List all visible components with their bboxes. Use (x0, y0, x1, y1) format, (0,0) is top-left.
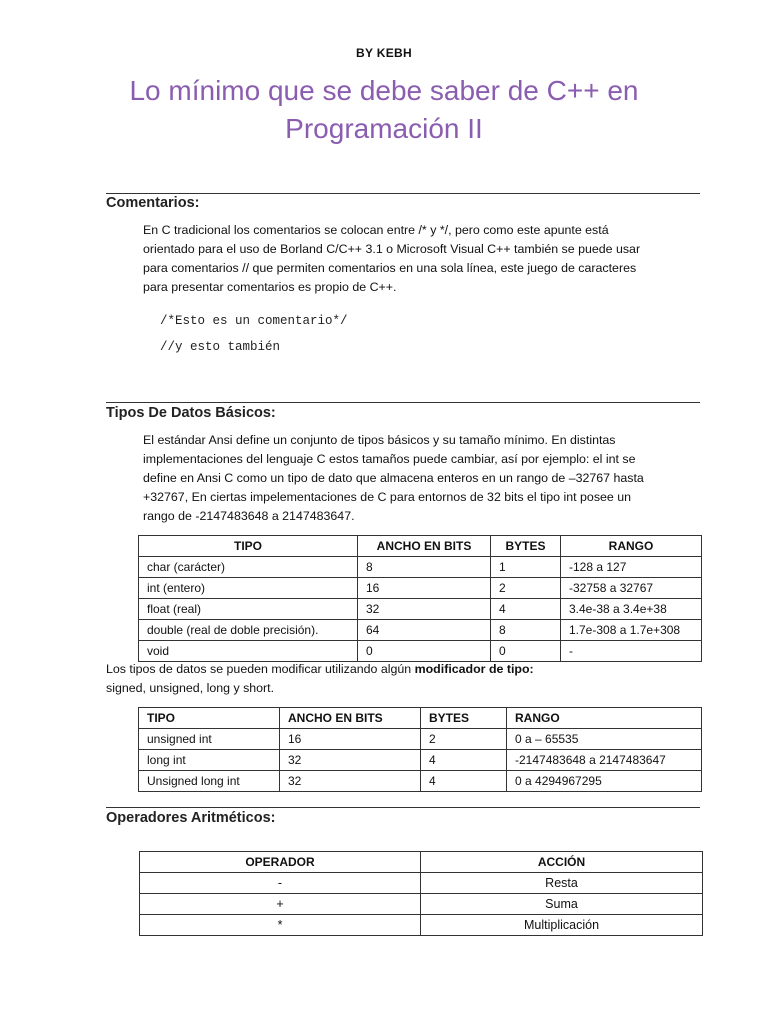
code-line: //y esto también (160, 340, 281, 354)
modifier-paragraph (106, 660, 534, 698)
paragraph-comentarios (143, 221, 683, 297)
table-cell: Multiplicación (421, 915, 703, 936)
table-cell: Suma (421, 894, 703, 915)
text-line: rango de -2147483648 a 2147483647. (143, 509, 355, 523)
table-cell: * (140, 915, 421, 936)
table-cell: 8 (491, 620, 561, 641)
table-cell: 32 (280, 771, 421, 792)
document-title (0, 72, 768, 148)
table-cell: Resta (421, 873, 703, 894)
table-row (139, 599, 702, 620)
table-cell: 1.7e-308 a 1.7e+308 (561, 620, 702, 641)
code-line: /*Esto es un comentario*/ (160, 314, 348, 328)
byline: BY KEBH (356, 46, 412, 60)
table-cell: 0 a 4294967295 (507, 771, 702, 792)
table-row (139, 578, 702, 599)
table-row (139, 729, 702, 750)
header-cell: ANCHO EN BITS (358, 536, 491, 557)
table-cell: char (carácter) (139, 557, 358, 578)
table-cell: 64 (358, 620, 491, 641)
table-cell: float (real) (139, 599, 358, 620)
table-cell: 32 (280, 750, 421, 771)
text-line: orientado para el uso de Borland C/C++ 3.1 o Microsoft Visual C++ también se puede usar (143, 242, 641, 256)
table-cell: 0 (491, 641, 561, 662)
table-cell: 32 (358, 599, 491, 620)
table-header-row (139, 708, 702, 729)
table-cell: 4 (421, 771, 507, 792)
table-row (140, 894, 703, 915)
table-cell: Unsigned long int (139, 771, 280, 792)
header-cell: TIPO (139, 536, 358, 557)
header-cell: BYTES (491, 536, 561, 557)
section-heading-tipos: Tipos De Datos Básicos: (106, 405, 276, 421)
header-cell: OPERADOR (140, 852, 421, 873)
table-cell: unsigned int (139, 729, 280, 750)
text-line (106, 660, 534, 679)
table-cell: int (entero) (139, 578, 358, 599)
table-cell: double (real de doble precisión). (139, 620, 358, 641)
modifier-text: Los tipos de datos se pueden modificar utilizando algún (106, 662, 415, 676)
table-row (140, 915, 703, 936)
table-cell: -32758 a 32767 (561, 578, 702, 599)
table-cell: long int (139, 750, 280, 771)
table-cell: 16 (280, 729, 421, 750)
table-cell: 16 (358, 578, 491, 599)
text-line: para presentar comentarios es propio de C++. (143, 280, 397, 294)
table-row (139, 557, 702, 578)
table-row (139, 641, 702, 662)
table-cell: 2 (491, 578, 561, 599)
section-rule (106, 807, 700, 808)
text-line: En C tradicional los comentarios se colocan entre /* y */, pero como este apunte está (143, 223, 609, 237)
table-cell: 4 (491, 599, 561, 620)
section-rule (106, 193, 700, 194)
table-cell: 0 a – 65535 (507, 729, 702, 750)
table-cell: 1 (491, 557, 561, 578)
table-cell: -128 a 127 (561, 557, 702, 578)
table-cell: void (139, 641, 358, 662)
table-cell: + (140, 894, 421, 915)
table-row (139, 620, 702, 641)
title-line-1: Lo mínimo que se debe saber de C++ en (129, 75, 639, 106)
basic-types-table (138, 535, 702, 662)
section-rule (106, 402, 700, 403)
text-line: implementaciones del lenguaje C estos tamaños puede cambiar, así por ejemplo: el int se (143, 452, 636, 466)
table-header-row (140, 852, 703, 873)
header-cell: TIPO (139, 708, 280, 729)
table-cell: 8 (358, 557, 491, 578)
operators-table (139, 851, 703, 936)
header-cell: RANGO (561, 536, 702, 557)
table-cell: - (140, 873, 421, 894)
table-row (140, 873, 703, 894)
table-cell: 2 (421, 729, 507, 750)
header-cell: RANGO (507, 708, 702, 729)
title-line-2: Programación II (285, 113, 483, 144)
text-line: para comentarios // que permiten comentarios en una sola línea, este juego de caracteres (143, 261, 637, 275)
table-row (139, 750, 702, 771)
paragraph-tipos (143, 431, 683, 526)
header-cell: BYTES (421, 708, 507, 729)
text-line: El estándar Ansi define un conjunto de tipos básicos y su tamaño mínimo. En distintas (143, 433, 616, 447)
text-line: +32767, En ciertas impelementaciones de C para entornos de 32 bits el tipo int posee un (143, 490, 632, 504)
table-cell: 3.4e-38 a 3.4e+38 (561, 599, 702, 620)
modifier-emphasis: modificador de tipo: (414, 662, 534, 676)
section-heading-operadores: Operadores Aritméticos: (106, 810, 276, 826)
text-line: signed, unsigned, long y short. (106, 681, 275, 695)
table-cell: 0 (358, 641, 491, 662)
table-cell: - (561, 641, 702, 662)
table-cell: 4 (421, 750, 507, 771)
header-cell: ACCIÓN (421, 852, 703, 873)
header-cell: ANCHO EN BITS (280, 708, 421, 729)
table-cell: -2147483648 a 2147483647 (507, 750, 702, 771)
text-line: define en Ansi C como un tipo de dato que almacena enteros en un rango de –32767 hasta (143, 471, 644, 485)
table-row (139, 771, 702, 792)
section-heading-comentarios: Comentarios: (106, 195, 200, 211)
table-header-row (139, 536, 702, 557)
modifier-types-table (138, 707, 702, 792)
